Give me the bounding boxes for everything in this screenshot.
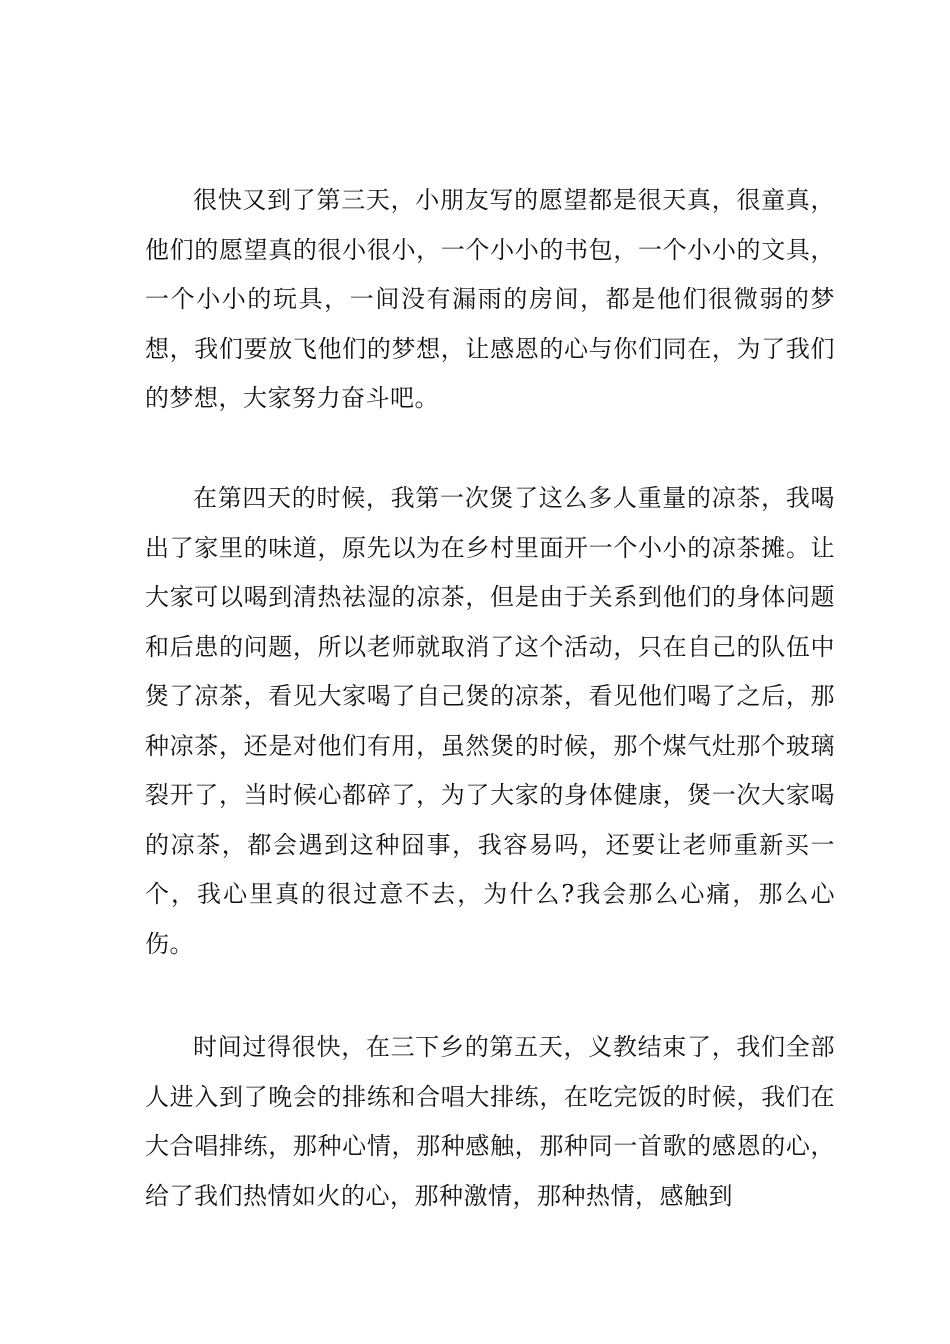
- paragraph-day-five: 时间过得很快，在三下乡的第五天，义教结束了，我们全部人进入到了晚会的排练和合唱大排练，在吃完饭的时候，我们在大合唱排练，那种心情，那种感触，那种同一首歌的感恩的心，给了我们热情如火的心，那种激情，那种热情，感触到: [145, 1033, 835, 1210]
- paragraph-day-four: 在第四天的时候，我第一次煲了这么多人重量的凉茶，我喝出了家里的味道，原先以为在乡村里面开一个小小的凉茶摊。让大家可以喝到清热祛湿的凉茶，但是由于关系到他们的身体问题和后患的问题，所以老师就取消了这个活动，只在自己的队伍中煲了凉茶，看见大家喝了自己煲的凉茶，看见他们喝了之后，那种凉茶，还是对他们有用，虽然煲的时候，那个煤气灶那个玻璃裂开了，当时候心都碎了，为了大家的身体健康，煲一次大家喝的凉茶，都会遇到这种囧事，我容易吗，还要让老师重新买一个，我心里真的很过意不去，为什么?我会那么心痛，那么心伤。: [145, 484, 835, 958]
- paragraph-day-three: 很快又到了第三天，小朋友写的愿望都是很天真，很童真，他们的愿望真的很小很小，一个小小的书包，一个小小的文具，一个小小的玩具，一间没有漏雨的房间，都是他们很微弱的梦想，我们要放飞他们的梦想，让感恩的心与你们同在，为了我们的梦想，大家努力奋斗吧。: [145, 186, 835, 412]
